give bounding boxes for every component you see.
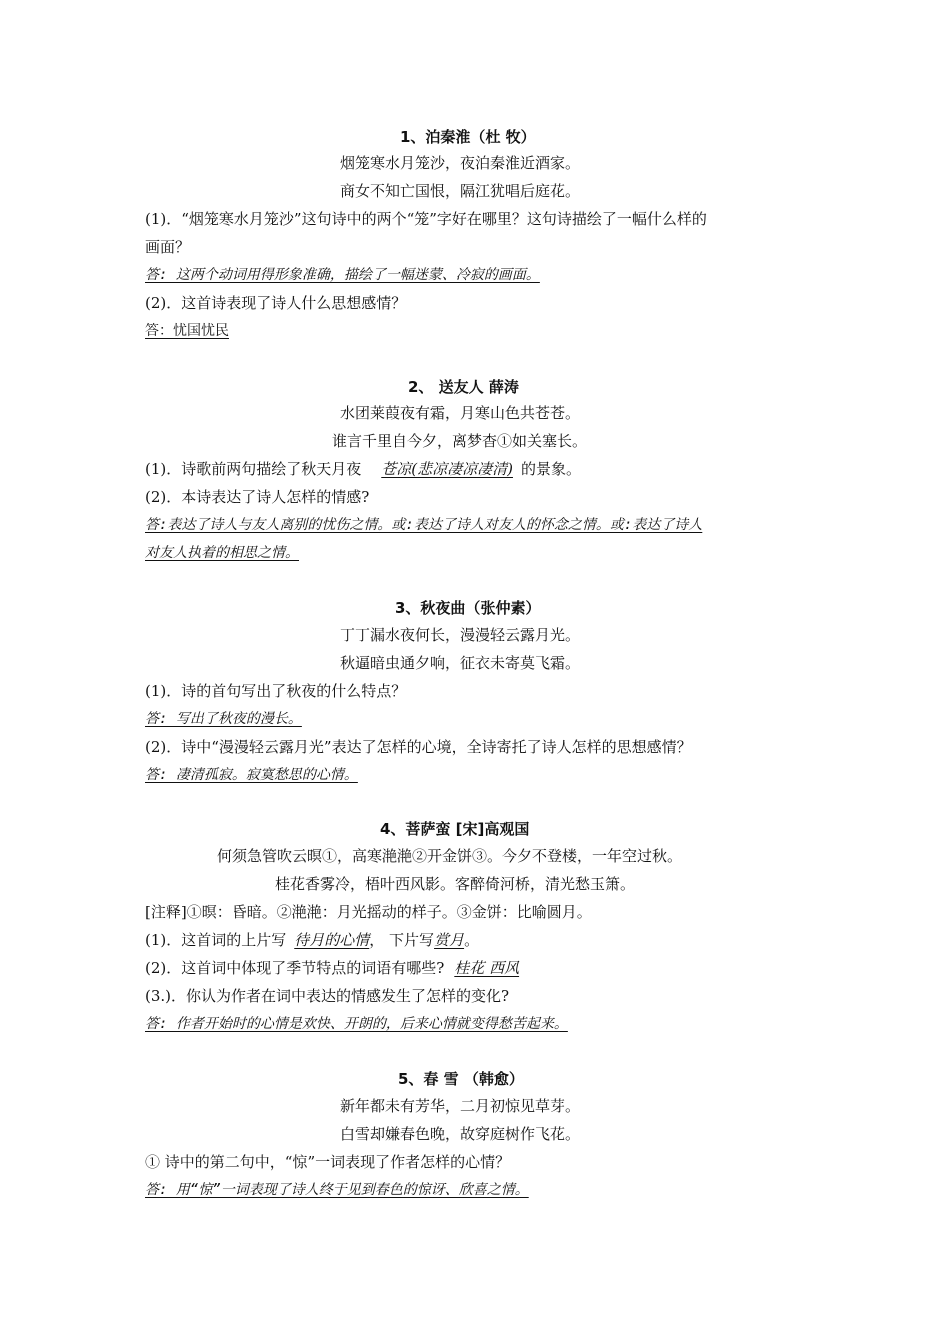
section-2-question-2: (2)．本诗表达了诗人怎样的情感? — [145, 488, 370, 506]
section-1-title: 1、泊秦淮（杜 牧） — [400, 128, 536, 146]
section-1-answer-2: 答：忧国忧民 — [145, 323, 229, 339]
section-4-title: 4、菩萨蛮 [宋]高观国 — [380, 820, 530, 838]
section-2-answer-2-cont: 对友人执着的相思之情。 — [145, 545, 299, 561]
section-2-q1-text: (1)．诗歌前两句描绘了秋天月夜 — [145, 460, 362, 478]
section-3-answer-2: 答: 凄清孤寂。寂寞愁思的心情。 — [145, 767, 358, 783]
section-4-note: [注释]①暝：昏暗。②滟滟：月光摇动的样子。③金饼：比喻圆月。 — [145, 903, 592, 921]
section-1-question-2: (2)．这首诗表现了诗人什么思想感情？ — [145, 294, 407, 312]
section-4-q2-answer: 桂花 西风 — [454, 959, 520, 977]
section-1-question-1-cont: 画面？ — [145, 238, 191, 256]
section-3-question-1: (1)．诗的首句写出了秋夜的什么特点？ — [145, 682, 407, 700]
section-4-q2-text: (2)．这首词中体现了季节特点的词语有哪些? — [145, 959, 445, 977]
section-2-title: 2、 送友人 薛涛 — [408, 378, 519, 396]
section-2-q1-suffix: 的景象。 — [520, 460, 581, 478]
section-4-question-2 — [145, 957, 519, 979]
section-5-title: 5、春 雪 （韩愈） — [398, 1070, 524, 1088]
section-4-question-1 — [145, 929, 479, 951]
section-5-question-1: ① 诗中的第二句中，“惊”一词表现了作者怎样的心情？ — [145, 1153, 511, 1171]
section-4-poem-line-2: 桂花香雾冷，梧叶西风影。客醉倚河桥，清光愁玉箫。 — [275, 875, 636, 893]
section-3-poem-line-2: 秋逼暗虫通夕响，征衣未寄莫飞霜。 — [340, 654, 581, 672]
section-5-poem-line-2: 白雪却嫌春色晚，故穿庭树作飞花。 — [340, 1125, 581, 1143]
section-2-answer-2: 答:表达了诗人与友人离别的忧伤之情。或:表达了诗人对友人的怀念之情。或:表达了诗人 — [145, 517, 703, 533]
section-3-answer-1: 答: 写出了秋夜的漫长。 — [145, 711, 302, 727]
section-5-answer-1: 答: 用“惊”一词表现了诗人终于见到春色的惊讶、欣喜之情。 — [145, 1182, 529, 1198]
section-5-poem-line-1: 新年都未有芳华，二月初惊见草芽。 — [340, 1097, 581, 1115]
section-3-poem-line-1: 丁丁漏水夜何长，漫漫轻云露月光。 — [340, 626, 581, 644]
section-2-poem-line-1: 水团莱葭夜有霜，月寒山色共苍苍。 — [340, 404, 581, 422]
section-1-answer-1: 答: 这两个动词用得形象准确，描绘了一幅迷蒙、冷寂的画面。 — [145, 267, 540, 283]
section-4-q1-suffix: 。 — [464, 931, 480, 949]
section-4-poem-line-1: 何须急管吹云暝①，高寒滟滟②开金饼③。今夕不登楼，一年空过秋。 — [217, 847, 683, 865]
section-1-poem-line-1: 烟笼寒水月笼沙，夜泊秦淮近酒家。 — [340, 154, 581, 172]
section-4-q1-answer-2: 赏月 — [434, 931, 465, 949]
section-4-answer-3: 答: 作者开始时的心情是欢快、开朗的，后来心情就变得愁苦起来。 — [145, 1016, 568, 1032]
section-2-poem-line-2: 谁言千里自今夕，离梦杳①如关塞长。 — [332, 432, 588, 450]
section-4-question-3: (3.)．你认为作者在词中表达的情感发生了怎样的变化? — [145, 987, 510, 1005]
section-1-question-1: (1)．“烟笼寒水月笼沙”这句诗中的两个“笼”字好在哪里？这句诗描绘了一幅什么样的 — [145, 210, 707, 228]
section-4-q1-mid: ， 下片写 — [369, 931, 435, 949]
section-2-q1-answer: 苍凉(悲凉凄凉凄清) — [381, 460, 513, 478]
section-4-q1-answer-1: 待月的心情 — [294, 931, 370, 949]
section-3-question-2: (2)．诗中“漫漫轻云露月光”表达了怎样的心境，全诗寄托了诗人怎样的思想感情？ — [145, 738, 692, 756]
section-2-question-1 — [145, 458, 581, 480]
section-4-q1-text: (1)．这首词的上片写 — [145, 931, 287, 949]
section-3-title: 3、秋夜曲（张仲素） — [395, 599, 541, 617]
section-1-poem-line-2: 商女不知亡国恨，隔江犹唱后庭花。 — [340, 182, 581, 200]
